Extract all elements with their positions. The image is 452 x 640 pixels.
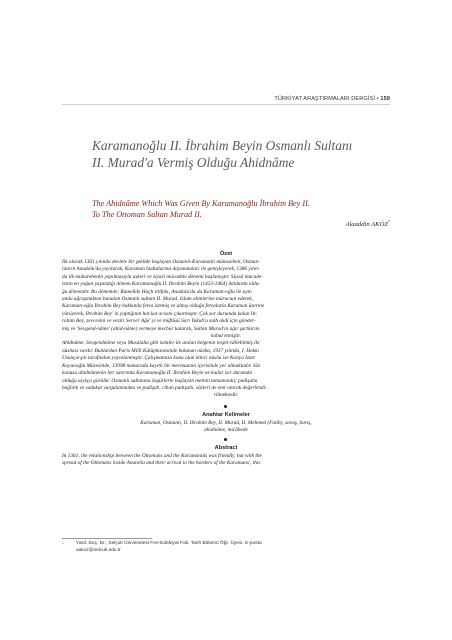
ozet-line: İlk olarak 1361 yılında devlete bir şekilde başlayan Osmanlı-Karamanlı münasebeti, Osman-: [62, 259, 260, 265]
author-name-text: Alaaddin AKÖZ: [345, 221, 388, 229]
ozet-line: da ilk muharebenin yapılmasıyla askerî ve siyasî mücadele dönemi başlamıştır. Siyasî mücade-: [62, 273, 264, 280]
abstract-heading: Abstract: [214, 445, 238, 451]
english-title-line-2: To The Ottoman Sultan Murad II.: [92, 210, 202, 219]
ozet-line: olduğu açıkça görülür. Osmanlı sultanına özgürlerle başlayan metnin tamamında; padişaha: [62, 377, 258, 384]
title-line-2: II. Murad'a Vermiş Olduğu Ahidnâme: [92, 155, 295, 170]
abstract-line: spread of the Ottomans inside Anatolia and their arrival to the borders of the Karamans', this: [62, 460, 261, 467]
english-title: [92, 198, 392, 220]
ozet-line: Uzunçarşılı tarafından yayınlanmıştır. Çalışmamıza konu olan ikinci nüsha ise Konya İzzet: [62, 355, 255, 362]
keywords-line: ahidnâme, mu'âhede: [204, 427, 248, 434]
ozet-line: bağlılık ve sadakat vurgulanmakta ve padişah, cihan padişahı, sözleri de emr olarak değerlendi-: [62, 384, 267, 391]
section-divider-dot: [224, 405, 227, 408]
english-title-line-1: The Ahidnâme Which Was Given By Karamanoğlu İbrahim Bey II.: [92, 199, 310, 208]
abstract-line: In 1361, the relationship between the Ottomans and the Karamanids was friendly, but with the: [62, 453, 262, 459]
ozet-line: ğu dönemdir. Bu dönemde; Rumelide Haçlı ittifakı, Anadolu'da da Karaman-oğlu ile aynı: [62, 288, 252, 295]
footnote: [62, 541, 392, 554]
footnote-rule: [62, 538, 152, 539]
author-name: [345, 219, 390, 228]
ozet-body: [62, 259, 390, 400]
ozet-line: Karaman-oğlu İbrahim Bey hakkında fetva istemiş ve almış olduğu fetvalarla Karaman üzerine: [62, 303, 265, 310]
keywords-line: Karaman, Osmanlı, II. İbrahim Bey, II. Murad, II. Mehmed (Fatih), savaş, barış,: [140, 420, 312, 426]
ozet-line: nüshası vardır. Bunlardan Paris Millî Kütüphanesinde bulunan nüsha, 1937 yılında, İ. Hakkı: [62, 347, 259, 354]
ozet-line: anda uğraşmaktan bunalan Osmanlı sultanı II. Murad, İslam alimlerine müracaat ederek,: [62, 296, 253, 303]
header-separator: •: [374, 96, 381, 102]
ozet-line: lıların Anadolu'da yayılarak, Karaman hudutlarına dayanmaları ile genişleyerek, 1386 yılın-: [62, 266, 260, 273]
running-header: [274, 96, 390, 102]
ozet-line: lenin en yoğun yaşandığı dönem Karamanoğlu II. İbrahim Beyin (1423-1464) iktidarda oldu-: [62, 281, 261, 288]
keywords-heading: Anahtar Kelimeler: [202, 412, 250, 418]
title-line-1: Karamanoğlu II. İbrahim Beyin Osmanlı Sultanı: [92, 138, 353, 153]
author-footnote-mark: *: [388, 219, 390, 224]
ozet-line: rilmektedir.: [213, 392, 239, 399]
ozet-line: yürüyerek, İbrahim Bey' in yaptığının hat kat acısını çıkarmıştır. Çok zor durumda kalan İb-: [62, 310, 257, 317]
ozet-line: miş ve 'Sevgend-nâme' (ahid-nâme) vermeye mecbur kalarak, Sultan Murad'ın ağır şartlarını: [62, 325, 260, 332]
ozet-line: konusu ahidnâmenin her satırında Karamanoğlu II. İbrahim Beyin ne kadar zor durumda: [62, 370, 253, 377]
footnote-line-1: Yard. Doç. Dr., Selçuk Üniversitesi Fen-Edebiyat Fak. Tarih Bölümü Öğr. Üyesi. E-posta: [76, 541, 262, 546]
journal-name: TÜRKİYAT ARAŞTIRMALARI DERGİSİ: [274, 96, 375, 102]
header-rule: [62, 104, 390, 105]
footnote-email: aakoz@selcuk.edu.tr: [76, 547, 121, 553]
ozet-line: Ahidnâme. Sevgendnâme veya Musâlaha gibi isimler ile anılan belgenin tespit edilebilmiş iki: [62, 340, 260, 347]
ozet-line: kabul etmiştir.: [210, 333, 241, 340]
keywords-body: [62, 420, 390, 435]
ozet-heading: Özet: [219, 251, 233, 257]
page-number: 159: [380, 96, 390, 102]
section-divider-dot: [224, 438, 227, 441]
ozet-line: rahim Bey, zevcesini ve veziri Server Ağa' yı ve müftüsü Sarı Yakub'u sulh akdi için gönder-: [62, 318, 256, 325]
article-title: [92, 137, 392, 171]
footnote-mark: *: [62, 541, 64, 546]
abstract-body: [62, 453, 390, 468]
ozet-line: Koyunoğlu Müzesinde, 13998 numarada kayıtlı bir mecmuanın içerisinde yer almaktadır. Söz: [62, 362, 261, 369]
